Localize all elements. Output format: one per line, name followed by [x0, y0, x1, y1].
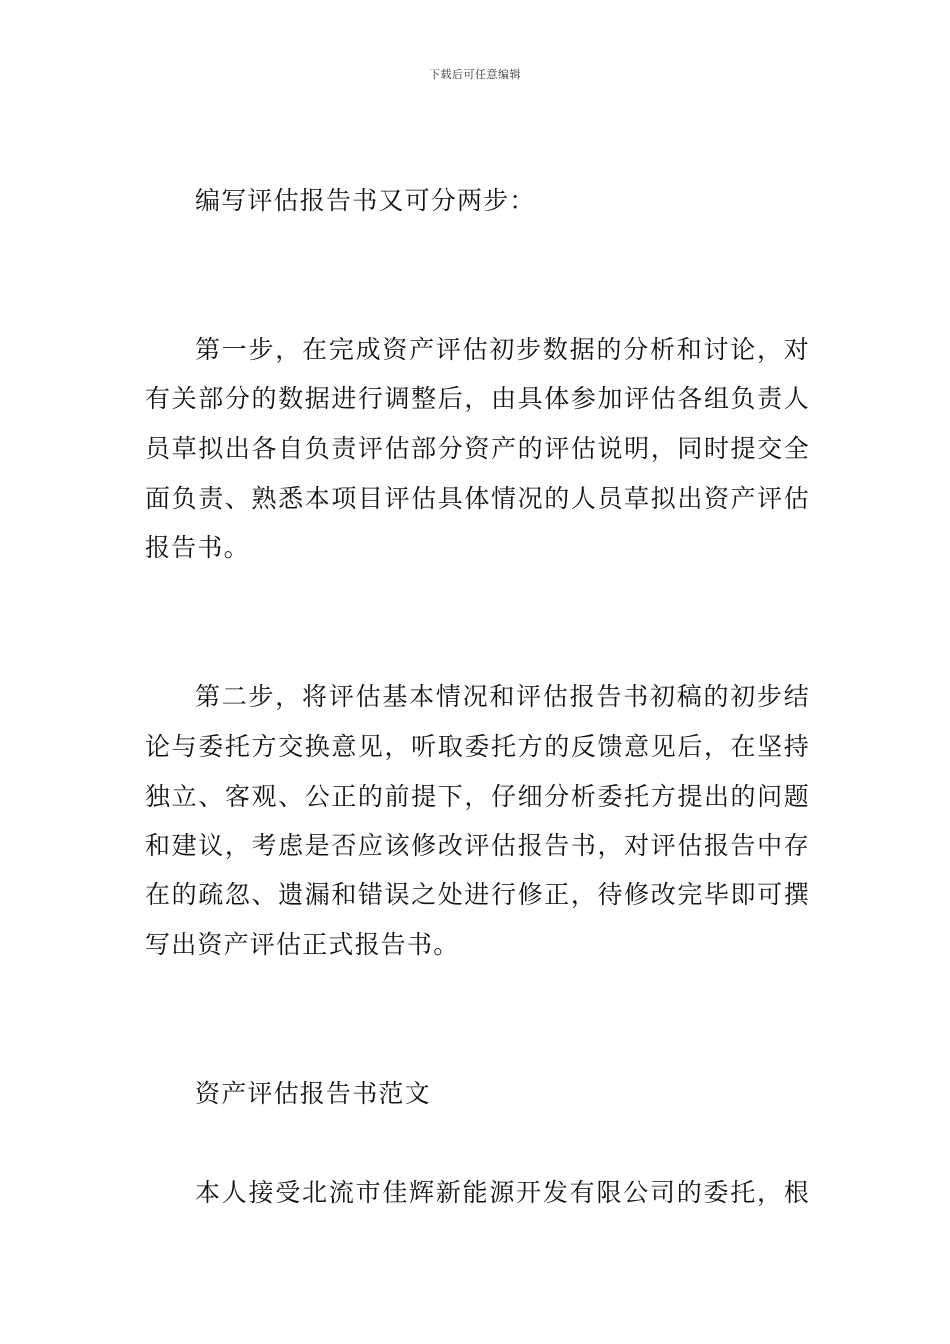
- step2-line-1: 第二步，将评估基本情况和评估报告书初稿的初步结: [195, 682, 810, 711]
- step2-line-4: 和建议，考虑是否应该修改评估报告书，对评估报告中存: [145, 831, 810, 860]
- step1-line-5: 报告书。: [145, 533, 250, 562]
- page-header: 下载后可任意编辑: [429, 68, 521, 81]
- sample-body-line-1: 本人接受北流市佳辉新能源开发有限公司的委托，根: [195, 1178, 810, 1207]
- step1-line-4: 面负责、熟悉本项目评估具体情况的人员草拟出资产评估: [145, 484, 810, 513]
- step2-line-6: 写出资产评估正式报告书。: [145, 930, 460, 959]
- step2-line-2: 论与委托方交换意见，听取委托方的反馈意见后，在坚持: [145, 732, 810, 761]
- step1-line-2: 有关部分的数据进行调整后，由具体参加评估各组负责人: [145, 384, 810, 413]
- sample-title: 资产评估报告书范文: [195, 1079, 431, 1108]
- intro-line: 编写评估报告书又可分两步：: [195, 186, 536, 215]
- step1-line-3: 员草拟出各自负责评估部分资产的评估说明，同时提交全: [145, 434, 810, 463]
- step2-line-3: 独立、客观、公正的前提下，仔细分析委托方提出的问题: [145, 782, 810, 811]
- step1-line-1: 第一步，在完成资产评估初步数据的分析和讨论，对: [195, 335, 810, 364]
- step2-line-5: 在的疏忽、遗漏和错误之处进行修正，待修改完毕即可撰: [145, 880, 810, 909]
